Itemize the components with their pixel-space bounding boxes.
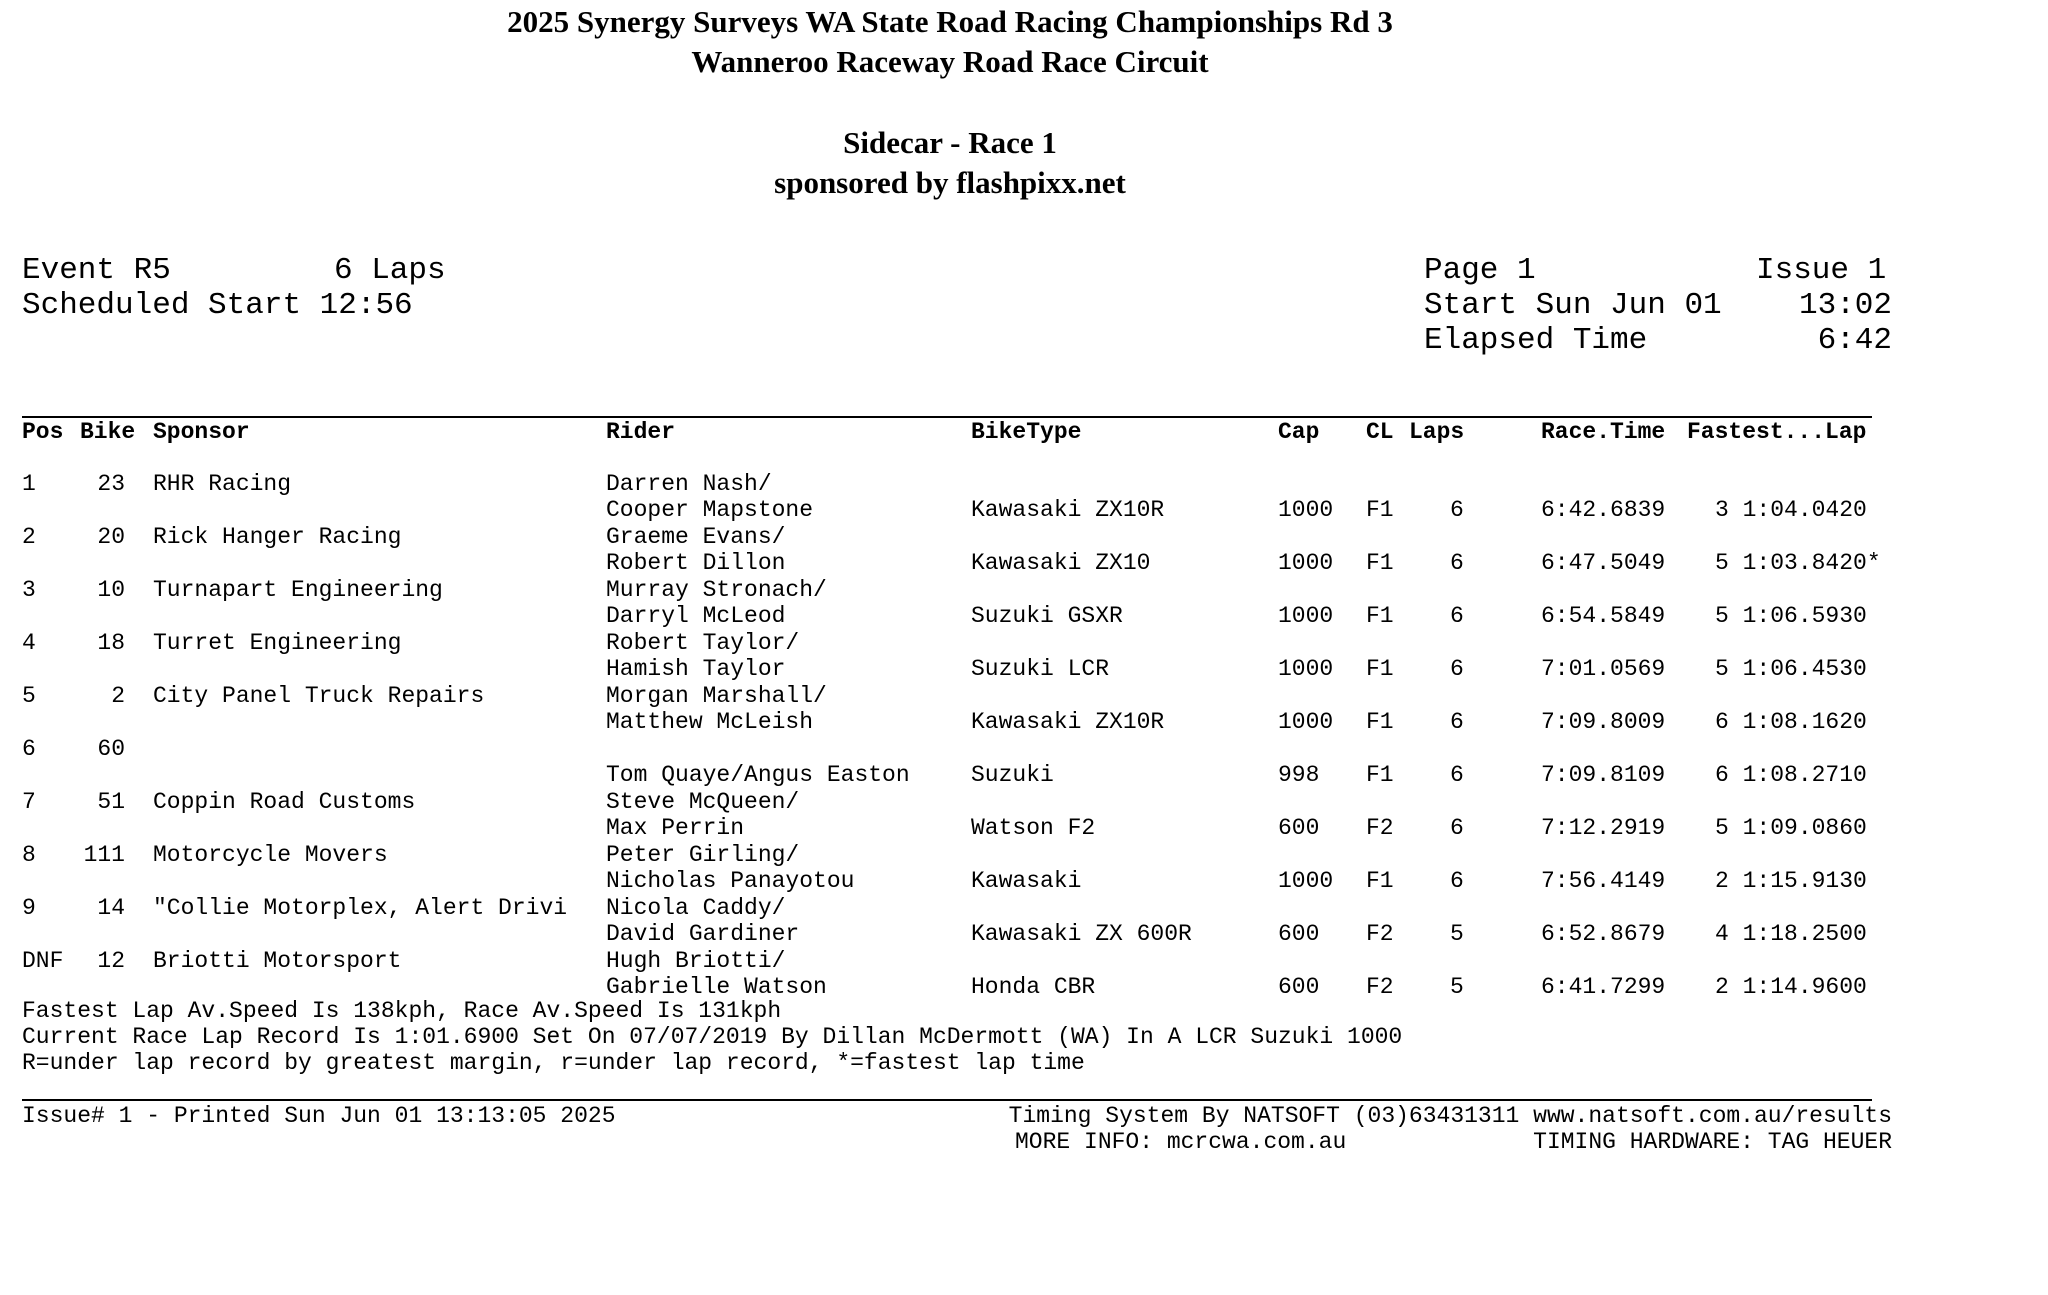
cell-biketype: Kawasaki ZX10R bbox=[971, 709, 1165, 736]
cell-pos: 9 bbox=[22, 895, 36, 921]
cell-bike: 23 bbox=[97, 471, 125, 497]
cell-bike: 12 bbox=[97, 948, 125, 974]
cell-cl: F1 bbox=[1366, 709, 1394, 736]
cell-cap: 1000 bbox=[1278, 603, 1334, 630]
cell-fastest: 2 1:14.9600 bbox=[1715, 974, 1867, 1001]
cell-racetime: 6:52.8679 bbox=[1541, 921, 1666, 948]
cell-rider1: Graeme Evans/ bbox=[606, 524, 786, 550]
cell-rider2: Hamish Taylor bbox=[606, 656, 786, 683]
more-info: MORE INFO: mcrcwa.com.au bbox=[1015, 1129, 1347, 1155]
cell-cl: F1 bbox=[1366, 603, 1394, 630]
cell-bike: 111 bbox=[83, 842, 125, 868]
cell-biketype: Honda CBR bbox=[971, 974, 1096, 1001]
cell-rider1: Nicola Caddy/ bbox=[606, 895, 786, 921]
cell-cap: 998 bbox=[1278, 762, 1320, 789]
cell-cl: F2 bbox=[1366, 815, 1394, 842]
cell-bike: 14 bbox=[97, 895, 125, 921]
laps-label: 6 Laps bbox=[334, 253, 446, 288]
cell-pos: 2 bbox=[22, 524, 36, 550]
scheduled-start: Scheduled Start 12:56 bbox=[22, 288, 413, 323]
col-header-rider: Rider bbox=[606, 419, 676, 445]
cell-biketype: Kawasaki ZX 600R bbox=[971, 921, 1192, 948]
legend-note: R=under lap record by greatest margin, r=under lap record, *=fastest lap time bbox=[22, 1050, 1085, 1076]
elapsed-time: 6:42 bbox=[1817, 323, 1892, 358]
cell-racetime: 6:42.6839 bbox=[1541, 497, 1666, 524]
cell-racetime: 7:01.0569 bbox=[1541, 656, 1666, 683]
col-header-laps: Laps bbox=[1409, 419, 1465, 445]
cell-rider2: Cooper Mapstone bbox=[606, 497, 814, 524]
cell-cl: F1 bbox=[1366, 656, 1394, 683]
col-header-cap: Cap bbox=[1278, 419, 1320, 445]
cell-fastest: 5 1:06.5930 bbox=[1715, 603, 1867, 630]
cell-cap: 1000 bbox=[1278, 868, 1334, 895]
col-header-bike: Bike bbox=[80, 419, 136, 445]
col-header-cl: CL bbox=[1366, 419, 1394, 445]
cell-bike: 10 bbox=[97, 577, 125, 603]
cell-rider1: Morgan Marshall/ bbox=[606, 683, 827, 709]
cell-cap: 1000 bbox=[1278, 709, 1334, 736]
cell-sponsor: Turnapart Engineering bbox=[153, 577, 443, 603]
lap-record-note: Current Race Lap Record Is 1:01.6900 Set On 07/07/2019 By Dillan McDermott (WA) In A LCR Suzuki 1000 bbox=[22, 1024, 1403, 1050]
cell-fastest: 2 1:15.9130 bbox=[1715, 868, 1867, 895]
cell-rider2: Robert Dillon bbox=[606, 550, 786, 577]
cell-pos: 3 bbox=[22, 577, 36, 603]
event-label: Event R5 bbox=[22, 253, 171, 288]
cell-rider1: Peter Girling/ bbox=[606, 842, 800, 868]
col-header-sponsor: Sponsor bbox=[153, 419, 250, 445]
cell-cl: F1 bbox=[1366, 550, 1394, 577]
cell-cap: 1000 bbox=[1278, 656, 1334, 683]
cell-biketype: Suzuki LCR bbox=[971, 656, 1110, 683]
cell-bike: 18 bbox=[97, 630, 125, 656]
cell-sponsor: Turret Engineering bbox=[153, 630, 402, 656]
cell-cap: 600 bbox=[1278, 815, 1320, 842]
cell-rider1: Steve McQueen/ bbox=[606, 789, 800, 815]
cell-pos: DNF bbox=[22, 948, 64, 974]
col-header-racetime: Race.Time bbox=[1541, 419, 1666, 445]
col-header-biketype: BikeType bbox=[971, 419, 1082, 445]
cell-bike: 20 bbox=[97, 524, 125, 550]
cell-sponsor: Rick Hanger Racing bbox=[153, 524, 402, 550]
col-header-fastest: Fastest...Lap bbox=[1687, 419, 1867, 445]
cell-laps: 6 bbox=[1450, 762, 1464, 789]
cell-laps: 6 bbox=[1450, 815, 1464, 842]
cell-rider1: Hugh Briotti/ bbox=[606, 948, 786, 974]
cell-cap: 1000 bbox=[1278, 550, 1334, 577]
race-title: Sidecar - Race 1 bbox=[843, 125, 1057, 160]
cell-pos: 1 bbox=[22, 471, 36, 497]
cell-laps: 6 bbox=[1450, 709, 1464, 736]
cell-sponsor: RHR Racing bbox=[153, 471, 292, 497]
speed-note: Fastest Lap Av.Speed Is 138kph, Race Av.Speed Is 131kph bbox=[22, 998, 782, 1024]
timing-system: Timing System By NATSOFT (03)63431311 www.natsoft.com.au/results bbox=[1008, 1103, 1892, 1129]
cell-fastest: 5 1:03.8420* bbox=[1715, 550, 1881, 577]
cell-cap: 600 bbox=[1278, 974, 1320, 1001]
championship-title: 2025 Synergy Surveys WA State Road Racing Championships Rd 3 bbox=[507, 4, 1393, 39]
cell-rider1: Darren Nash/ bbox=[606, 471, 772, 497]
cell-laps: 6 bbox=[1450, 603, 1464, 630]
cell-laps: 6 bbox=[1450, 656, 1464, 683]
cell-fastest: 5 1:09.0860 bbox=[1715, 815, 1867, 842]
cell-biketype: Kawasaki bbox=[971, 868, 1082, 895]
cell-bike: 60 bbox=[97, 736, 125, 762]
cell-sponsor: Motorcycle Movers bbox=[153, 842, 388, 868]
start-time: 13:02 bbox=[1798, 288, 1892, 323]
cell-racetime: 6:41.7299 bbox=[1541, 974, 1666, 1001]
cell-sponsor: Briotti Motorsport bbox=[153, 948, 402, 974]
cell-rider1: Murray Stronach/ bbox=[606, 577, 827, 603]
start-label: Start Sun Jun 01 bbox=[1424, 288, 1722, 323]
cell-racetime: 7:12.2919 bbox=[1541, 815, 1666, 842]
footer-rule bbox=[22, 1099, 1872, 1101]
issue-printed: Issue# 1 - Printed Sun Jun 01 13:13:05 2025 bbox=[22, 1103, 616, 1129]
elapsed-label: Elapsed Time bbox=[1424, 323, 1648, 358]
cell-cl: F1 bbox=[1366, 868, 1394, 895]
cell-cl: F2 bbox=[1366, 921, 1394, 948]
cell-rider2: Matthew McLeish bbox=[606, 709, 814, 736]
cell-fastest: 3 1:04.0420 bbox=[1715, 497, 1867, 524]
issue-label: Issue 1 bbox=[1756, 253, 1887, 288]
cell-biketype: Kawasaki ZX10R bbox=[971, 497, 1165, 524]
cell-fastest: 6 1:08.2710 bbox=[1715, 762, 1867, 789]
cell-sponsor: City Panel Truck Repairs bbox=[153, 683, 485, 709]
cell-fastest: 6 1:08.1620 bbox=[1715, 709, 1867, 736]
cell-bike: 2 bbox=[111, 683, 125, 709]
cell-racetime: 6:47.5049 bbox=[1541, 550, 1666, 577]
col-header-pos: Pos bbox=[22, 419, 64, 445]
cell-laps: 6 bbox=[1450, 497, 1464, 524]
cell-racetime: 7:09.8009 bbox=[1541, 709, 1666, 736]
cell-bike: 51 bbox=[97, 789, 125, 815]
cell-racetime: 6:54.5849 bbox=[1541, 603, 1666, 630]
cell-pos: 4 bbox=[22, 630, 36, 656]
cell-fastest: 4 1:18.2500 bbox=[1715, 921, 1867, 948]
cell-rider2: Darryl McLeod bbox=[606, 603, 786, 630]
cell-fastest: 5 1:06.4530 bbox=[1715, 656, 1867, 683]
timing-hardware: TIMING HARDWARE: TAG HEUER bbox=[1533, 1129, 1892, 1155]
cell-biketype: Kawasaki ZX10 bbox=[971, 550, 1151, 577]
cell-pos: 6 bbox=[22, 736, 36, 762]
cell-cap: 1000 bbox=[1278, 497, 1334, 524]
cell-pos: 7 bbox=[22, 789, 36, 815]
cell-pos: 8 bbox=[22, 842, 36, 868]
header-rule bbox=[22, 416, 1872, 418]
cell-laps: 6 bbox=[1450, 868, 1464, 895]
cell-cap: 600 bbox=[1278, 921, 1320, 948]
cell-pos: 5 bbox=[22, 683, 36, 709]
cell-sponsor: Coppin Road Customs bbox=[153, 789, 416, 815]
cell-laps: 5 bbox=[1450, 974, 1464, 1001]
page-label: Page 1 bbox=[1424, 253, 1536, 288]
cell-cl: F1 bbox=[1366, 497, 1394, 524]
cell-racetime: 7:09.8109 bbox=[1541, 762, 1666, 789]
cell-rider2: David Gardiner bbox=[606, 921, 800, 948]
cell-biketype: Suzuki GSXR bbox=[971, 603, 1123, 630]
sponsor-title: sponsored by flashpixx.net bbox=[774, 165, 1126, 200]
cell-rider2: Gabrielle Watson bbox=[606, 974, 827, 1001]
cell-cl: F2 bbox=[1366, 974, 1394, 1001]
cell-biketype: Suzuki bbox=[971, 762, 1054, 789]
cell-rider1: Robert Taylor/ bbox=[606, 630, 800, 656]
cell-sponsor: "Collie Motorplex, Alert Drivi bbox=[153, 895, 568, 921]
cell-racetime: 7:56.4149 bbox=[1541, 868, 1666, 895]
venue-title: Wanneroo Raceway Road Race Circuit bbox=[691, 44, 1209, 79]
cell-cl: F1 bbox=[1366, 762, 1394, 789]
cell-rider2: Nicholas Panayotou bbox=[606, 868, 855, 895]
cell-laps: 5 bbox=[1450, 921, 1464, 948]
cell-biketype: Watson F2 bbox=[971, 815, 1096, 842]
cell-rider2: Tom Quaye/Angus Easton bbox=[606, 762, 910, 789]
cell-laps: 6 bbox=[1450, 550, 1464, 577]
cell-rider2: Max Perrin bbox=[606, 815, 745, 842]
